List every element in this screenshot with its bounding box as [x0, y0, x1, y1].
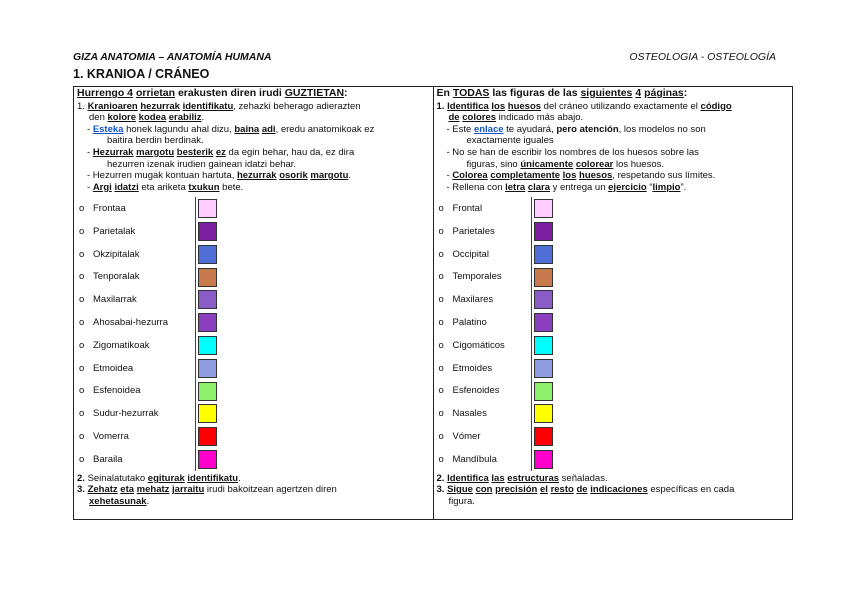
bone-name	[437, 454, 535, 466]
bone-label: Mandíbula	[452, 453, 497, 465]
left-instruction-1-cont: den kolore kodea erabiliz.	[89, 112, 205, 124]
color-swatch	[198, 382, 217, 401]
left-bullet-limits: - Hezurren mugak kontuan hartuta, hezurrak osorik margotu.	[87, 170, 352, 182]
bone-label: Palatino	[452, 316, 487, 328]
bone-label: Parietalak	[93, 225, 136, 237]
legend-divider	[195, 197, 196, 471]
right-instruction-2: 2. Identifica las estructuras señaladas.	[436, 472, 608, 484]
bullet-icon: o	[438, 225, 444, 237]
right-instruction-3-cont: figura.	[448, 495, 475, 507]
color-swatch	[534, 450, 553, 469]
bone-name	[77, 363, 199, 375]
bone-name	[437, 271, 535, 283]
bone-legend-row	[437, 311, 790, 334]
bullet-icon: o	[438, 385, 444, 397]
bone-name	[77, 249, 199, 261]
bone-label: Sudur-hezurrak	[93, 408, 159, 420]
bullet-icon: o	[79, 202, 85, 214]
bone-label: Frontal	[452, 202, 483, 214]
bone-name	[77, 385, 199, 397]
bone-name	[437, 317, 535, 329]
bone-legend-row	[77, 380, 430, 403]
bone-name	[437, 203, 535, 215]
color-swatch	[534, 245, 553, 264]
bone-legend-row	[437, 197, 790, 220]
bone-legend-row	[437, 403, 790, 426]
left-instruction-2: 2. Seinalatutako egiturak identifikatu.	[77, 472, 241, 484]
bullet-icon: o	[79, 248, 85, 260]
bone-name	[77, 408, 199, 420]
bone-label: Ahosabai-hezurra	[93, 316, 168, 328]
color-swatch	[534, 336, 553, 355]
bone-label: Maxilarrak	[93, 294, 137, 306]
bullet-icon: o	[438, 202, 444, 214]
bone-name	[437, 249, 535, 261]
right-bullet-names: - No se han de escribir los nombres de los huesos sobre las	[446, 146, 699, 158]
bone-label: Parietales	[452, 225, 495, 237]
bone-name	[437, 385, 535, 397]
bone-name	[77, 271, 199, 283]
bone-legend-row	[437, 220, 790, 243]
bone-label: Nasales	[452, 408, 487, 420]
right-bone-legend	[437, 197, 790, 471]
bullet-icon: o	[79, 385, 85, 397]
bone-label: Vomerra	[93, 430, 129, 442]
bone-name	[437, 363, 535, 375]
page-title: 1. KRANIOA / CRÁNEO	[73, 67, 210, 81]
color-swatch	[534, 382, 553, 401]
color-swatch	[198, 222, 217, 241]
bone-label: Esfenoides	[452, 385, 500, 397]
bone-legend-row	[437, 334, 790, 357]
color-swatch	[198, 290, 217, 309]
color-swatch	[534, 268, 553, 287]
bullet-icon: o	[79, 339, 85, 351]
esteka-link[interactable]: Esteka	[92, 123, 124, 135]
bone-label: Esfenoidea	[93, 385, 141, 397]
color-swatch	[198, 245, 217, 264]
bone-legend-row	[437, 425, 790, 448]
bullet-icon: o	[438, 430, 444, 442]
bone-name	[437, 431, 535, 443]
bone-label: Tenporalak	[93, 271, 140, 283]
bone-name	[437, 408, 535, 420]
color-swatch	[198, 268, 217, 287]
bone-name	[437, 294, 535, 306]
color-swatch	[534, 427, 553, 446]
left-bullet-link-cont: baitira berdin berdinak.	[107, 135, 204, 147]
bullet-icon: o	[79, 430, 85, 442]
bullet-icon: o	[79, 316, 85, 328]
left-bone-legend	[77, 197, 430, 471]
bone-name	[77, 431, 199, 443]
bone-name	[77, 203, 199, 215]
bone-legend-row	[77, 197, 430, 220]
right-column-spanish	[433, 87, 793, 520]
bone-label: Baraila	[93, 453, 123, 465]
bone-legend-row	[77, 334, 430, 357]
bone-legend-row	[77, 425, 430, 448]
header-course-title: GIZA ANATOMIA – ANATOMÍA HUMANA	[73, 51, 272, 63]
header-section-title: OSTEOLOGIA - OSTEOLOGÍA	[629, 51, 776, 63]
bullet-icon: o	[79, 408, 85, 420]
bullet-icon: o	[79, 294, 85, 306]
color-swatch	[534, 222, 553, 241]
bone-legend-row	[437, 266, 790, 289]
bone-label: Zigomatikoak	[93, 339, 150, 351]
right-instruction-1-cont: de colores indicado más abajo.	[448, 112, 584, 124]
bullet-icon: o	[438, 339, 444, 351]
right-heading: En TODAS las figuras de las siguientes 4 páginas:	[436, 87, 688, 99]
legend-divider	[531, 197, 532, 471]
bullet-icon: o	[438, 316, 444, 328]
bone-label: Etmoidea	[93, 362, 134, 374]
right-instruction-1: 1. Identifica los huesos del cráneo utilizando exactamente el código	[436, 100, 732, 112]
left-column-basque	[74, 87, 434, 520]
bone-name	[77, 454, 199, 466]
bone-legend-row	[77, 266, 430, 289]
left-instruction-3: 3. Zehatz eta mehatz jarraitu irudi bakoitzean agertzen diren	[77, 484, 337, 496]
right-bullet-names-cont: figuras, sino únicamente colorear los huesos.	[466, 158, 665, 170]
color-swatch	[198, 313, 217, 332]
bone-name	[437, 340, 535, 352]
bone-legend-row	[77, 357, 430, 380]
bone-label: Cigomáticos	[452, 339, 505, 351]
color-swatch	[198, 450, 217, 469]
color-swatch	[534, 290, 553, 309]
right-bullet-link: - Este enlace te ayudará, pero atención, los modelos no son	[446, 123, 706, 135]
bone-legend-row	[437, 243, 790, 266]
bone-legend-row	[77, 311, 430, 334]
bone-label: Temporales	[452, 271, 502, 283]
left-bullet-paint: - Hezurrak margotu besterik ez da egin behar, hau da, ez dira	[87, 146, 355, 158]
bullet-icon: o	[79, 453, 85, 465]
bone-name	[437, 226, 535, 238]
left-bullet-write: - Argi idatzi eta ariketa txukun bete.	[87, 181, 244, 193]
left-heading: Hurrengo 4 orrietan erakusten diren irudi GUZTIETAN:	[77, 87, 348, 99]
color-swatch	[534, 404, 553, 423]
bullet-icon: o	[79, 362, 85, 374]
bone-legend-row	[77, 289, 430, 312]
bone-legend-row	[77, 403, 430, 426]
color-swatch	[198, 336, 217, 355]
bullet-icon: o	[438, 453, 444, 465]
bone-label: Okzipitalak	[93, 248, 140, 260]
bullet-icon: o	[438, 362, 444, 374]
left-bullet-link: - Esteka honek lagundu ahal dizu, baina adi, eredu anatomikoak ez	[87, 123, 375, 135]
color-swatch	[534, 199, 553, 218]
color-swatch	[198, 359, 217, 378]
bone-name	[77, 226, 199, 238]
bullet-icon: o	[438, 271, 444, 283]
color-swatch	[198, 199, 217, 218]
color-swatch	[198, 404, 217, 423]
bullet-icon: o	[438, 408, 444, 420]
left-instruction-1: 1. Kranioaren hezurrak identifikatu, zehazki beherago adierazten	[77, 100, 361, 112]
bone-name	[77, 340, 199, 352]
color-swatch	[534, 313, 553, 332]
right-bullet-color: - Colorea completamente los huesos, respetando sus límites.	[446, 170, 716, 182]
bone-label: Occipital	[452, 248, 489, 260]
bone-label: Vómer	[452, 430, 481, 442]
instructions-table	[73, 86, 793, 520]
bone-legend-row	[437, 357, 790, 380]
left-instruction-3-cont: xehetasunak.	[89, 495, 150, 507]
left-bullet-paint-cont: hezurren izenak irudien gainean idatzi behar.	[107, 158, 297, 170]
color-swatch	[198, 427, 217, 446]
bone-label: Maxilares	[452, 294, 494, 306]
color-swatch	[534, 359, 553, 378]
right-instruction-3: 3. Sigue con precisión el resto de indicaciones específicas en cada	[436, 484, 735, 496]
bone-legend-row	[437, 289, 790, 312]
right-bullet-fill: - Rellena con letra clara y entrega un ejercicio “limpio”.	[446, 181, 687, 193]
bullet-icon: o	[438, 248, 444, 260]
bone-legend-row	[77, 448, 430, 471]
bone-legend-row	[437, 380, 790, 403]
bone-label: Etmoides	[452, 362, 493, 374]
bullet-icon: o	[79, 225, 85, 237]
bullet-icon: o	[438, 294, 444, 306]
bone-name	[77, 317, 199, 329]
bone-label: Frontaa	[93, 202, 126, 214]
bullet-icon: o	[79, 271, 85, 283]
right-bullet-link-cont: exactamente iguales	[466, 135, 554, 147]
enlace-link[interactable]: enlace	[473, 123, 504, 135]
bone-legend-row	[437, 448, 790, 471]
bone-legend-row	[77, 220, 430, 243]
bone-name	[77, 294, 199, 306]
bone-legend-row	[77, 243, 430, 266]
